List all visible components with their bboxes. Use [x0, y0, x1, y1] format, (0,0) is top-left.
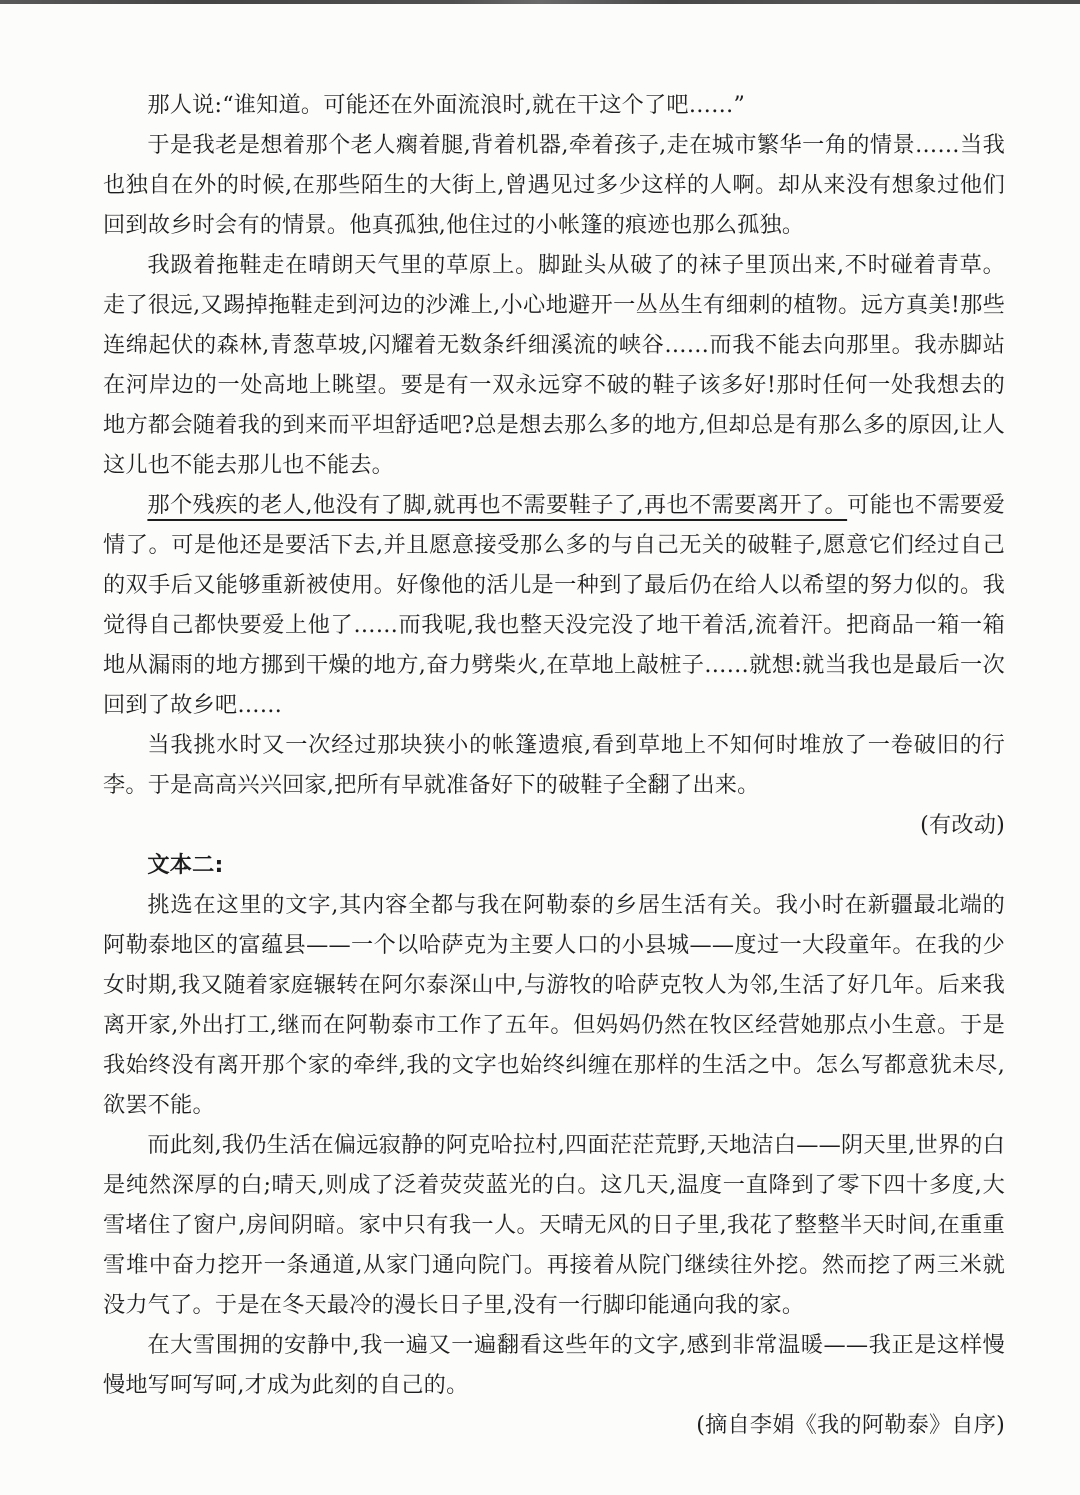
- document-body: [103, 85, 1005, 1445]
- paragraph: 挑选在这里的文字,其内容全都与我在阿勒泰的乡居生活有关。我小时在新疆最北端的阿勒泰地区的富蕴县——一个以哈萨克为主要人口的小县城——度过一大段童年。在我的少女时期,我又随着家庭辗转在阿尔泰深山中,与游牧的哈萨克牧人为邻,生活了好几年。后来我离开家,外出打工,继而在阿勒泰市工作了五年。但妈妈仍然在牧区经营她那点小生意。于是我始终没有离开那个家的牵绊,我的文字也始终纠缠在那样的生活之中。怎么写都意犹未尽,欲罢不能。: [103, 892, 1005, 1118]
- paragraph-dialogue: 那人说:“谁知道。可能还在外面流浪时,就在干这个了吧……”: [147, 92, 746, 118]
- section-heading-text2: 文本二:: [147, 852, 224, 878]
- underlined-sentence: 那个残疾的老人,他没有了脚,就再也不需要鞋子了,再也不需要离开了。: [147, 492, 848, 518]
- edit-note: (有改动): [920, 812, 1005, 838]
- paragraph-continuation: 可能也不需要爱情了。可是他还是要活下去,并且愿意接受那么多的与自己无关的破鞋子,愿意它们经过自己的双手后又能够重新被使用。好像他的活儿是一种到了最后仍在给人以希望的努力似的。我觉得自己都快要爱上他了……而我呢,我也整天没完没了地干着活,流着汗。把商品一箱一箱地从漏雨的地方挪到干燥的地方,奋力劈柴火,在草地上敲桩子……就想:就当我也是最后一次回到了故乡吧……: [103, 492, 1005, 718]
- scan-edge-artifact: [0, 0, 1080, 4]
- paragraph: 当我挑水时又一次经过那块狭小的帐篷遗痕,看到草地上不知何时堆放了一卷破旧的行李。于是高高兴兴回家,把所有早就准备好下的破鞋子全翻了出来。: [103, 732, 1005, 798]
- source-attribution: (摘自李娟《我的阿勒泰》自序): [696, 1412, 1005, 1438]
- paragraph-with-underline: [103, 485, 1005, 725]
- paragraph: 而此刻,我仍生活在偏远寂静的阿克哈拉村,四面茫茫荒野,天地洁白——阴天里,世界的白是纯然深厚的白;晴天,则成了泛着荧荧蓝光的白。这几天,温度一直降到了零下四十多度,大雪堵住了窗户,房间阴暗。家中只有我一人。天晴无风的日子里,我花了整整半天时间,在重重雪堆中奋力挖开一条通道,从家门通向院门。再接着从院门继续往外挖。然而挖了两三米就没力气了。于是在冬天最冷的漫长日子里,没有一行脚印能通向我的家。: [103, 1132, 1005, 1318]
- paragraph: 在大雪围拥的安静中,我一遍又一遍翻看这些年的文字,感到非常温暖——我正是这样慢慢地写呵写呵,才成为此刻的自己的。: [103, 1332, 1005, 1398]
- paragraph: 于是我老是想着那个老人瘸着腿,背着机器,牵着孩子,走在城市繁华一角的情景……当我也独自在外的时候,在那些陌生的大街上,曾遇见过多少这样的人啊。却从来没有想象过他们回到故乡时会有的情景。他真孤独,他住过的小帐篷的痕迹也那么孤独。: [103, 132, 1005, 238]
- paragraph: 我趿着拖鞋走在晴朗天气里的草原上。脚趾头从破了的袜子里顶出来,不时碰着青草。走了很远,又踢掉拖鞋走到河边的沙滩上,小心地避开一丛丛生有细刺的植物。远方真美!那些连绵起伏的森林,青葱草坡,闪耀着无数条纤细溪流的峡谷……而我不能去向那里。我赤脚站在河岸边的一处高地上眺望。要是有一双永远穿不破的鞋子该多好!那时任何一处我想去的地方都会随着我的到来而平坦舒适吧?总是想去那么多的地方,但却总是有那么多的原因,让人这儿也不能去那儿也不能去。: [103, 252, 1005, 478]
